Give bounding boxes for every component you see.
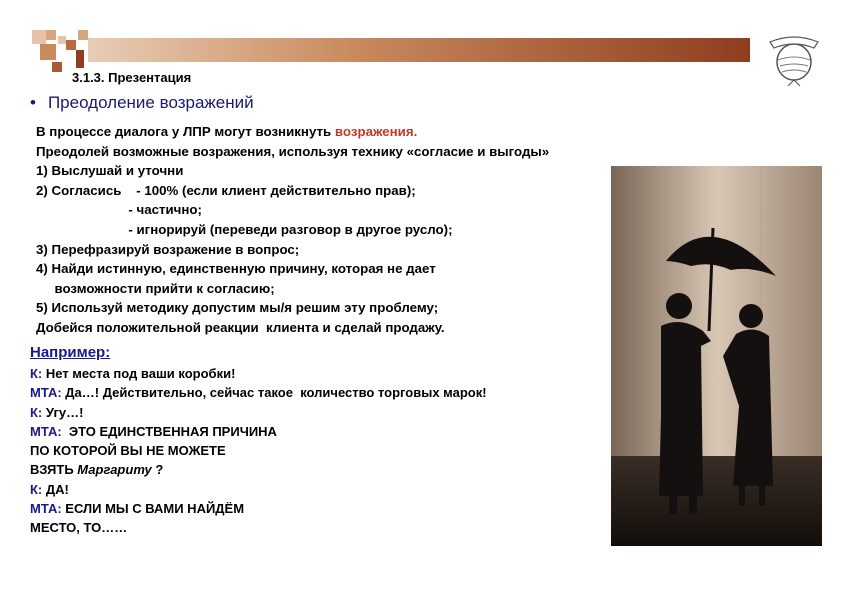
deco-square bbox=[32, 30, 46, 44]
slide-title bbox=[30, 93, 254, 113]
body-line: - игнорируй (переведи разговор в другое русло); bbox=[36, 221, 453, 237]
deco-square bbox=[52, 62, 62, 72]
deco-square bbox=[76, 50, 84, 68]
umbrella-silhouette-photo bbox=[611, 166, 822, 546]
deco-square bbox=[46, 30, 56, 40]
deco-square bbox=[66, 40, 76, 50]
body-line: 5) Используй методику допустим мы/я решим эту проблему; bbox=[36, 300, 439, 316]
example-heading: Например: bbox=[30, 344, 111, 361]
body-line: 4) Найди истинную, единственную причину, которая не дает bbox=[36, 261, 436, 277]
body-line: В процессе диалога у ЛПР могут возникнуть возражения. bbox=[36, 124, 418, 139]
example-dialogue bbox=[30, 364, 620, 538]
dialogue-line: МЕСТО, ТО…… bbox=[30, 520, 128, 536]
body-line: 2) Согласись - 100% (если клиент действительно прав); bbox=[36, 182, 416, 198]
slide-title-text: Преодоление возражений bbox=[47, 93, 254, 112]
body-line: Преодолей возможные возражения, используя технику «согласие и выгоды» bbox=[36, 143, 550, 159]
dialogue-line: ВЗЯТЬ Маргариту ? bbox=[30, 462, 164, 478]
body-line: возможности прийти к согласию; bbox=[36, 280, 275, 296]
body-line: 1) Выслушай и уточни bbox=[36, 163, 184, 179]
deco-square bbox=[40, 44, 56, 60]
dialogue-line: МТА: ЭТО ЕДИНСТВЕННАЯ ПРИЧИНА bbox=[30, 423, 277, 439]
header-bar bbox=[88, 38, 750, 62]
dialogue-line: К: ДА! bbox=[30, 481, 69, 497]
body-line: Добейся положительной реакции клиента и сделай продажу. bbox=[36, 319, 445, 335]
body-line: - частично; bbox=[36, 202, 202, 218]
section-number: 3.1.3. Презентация bbox=[72, 70, 192, 85]
dialogue-line: МТА: ЕСЛИ МЫ С ВАМИ НАЙДЁМ bbox=[30, 501, 245, 517]
dialogue-line: К: Угу…! bbox=[30, 404, 84, 420]
deco-square bbox=[58, 36, 66, 44]
highlight-objections: возражения. bbox=[334, 124, 418, 139]
body-line: 3) Перефразируй возражение в вопрос; bbox=[36, 241, 300, 257]
dialogue-line: МТА: Да…! Действительно, сейчас такое количество торговых марок! bbox=[30, 385, 487, 401]
dialogue-line: ПО КОТОРОЙ ВЫ НЕ МОЖЕТЕ bbox=[30, 443, 226, 459]
deco-square bbox=[78, 30, 88, 40]
bullet-icon: • bbox=[30, 93, 36, 112]
logo-emblem bbox=[764, 32, 824, 88]
technique-text bbox=[36, 122, 676, 338]
dialogue-line: К: Нет места под ваши коробки! bbox=[30, 366, 236, 381]
